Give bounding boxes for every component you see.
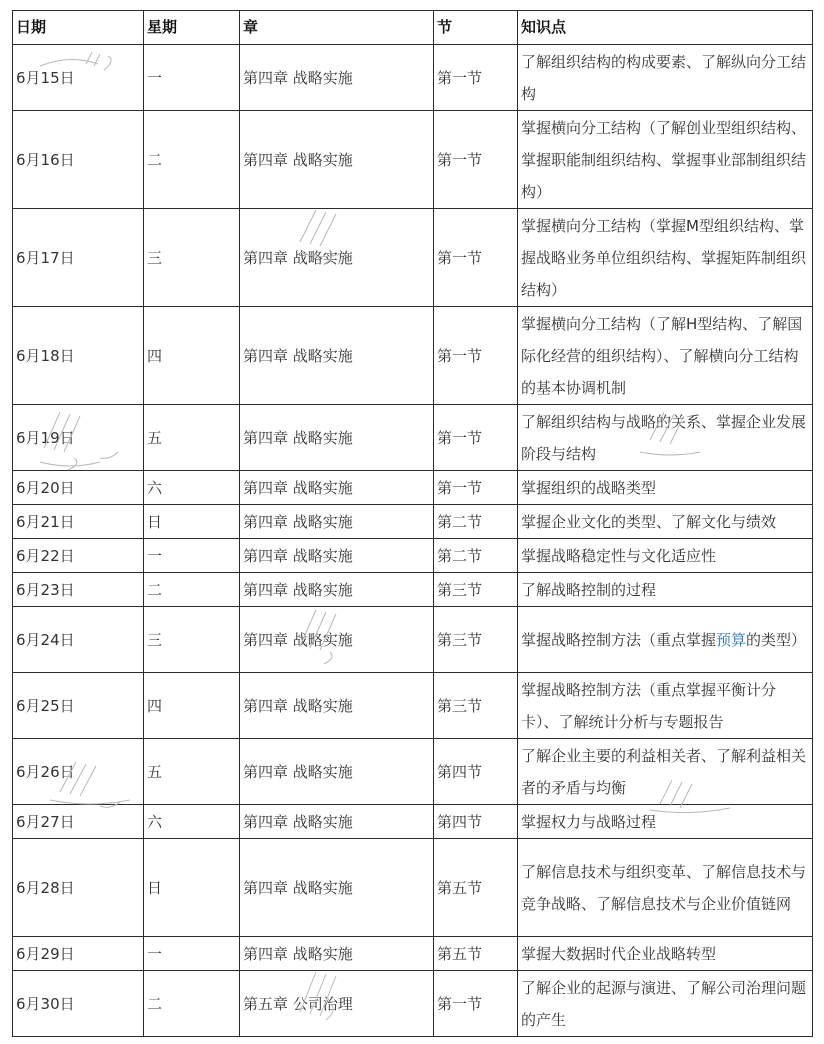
cell-section: 第五节 [434,839,518,937]
cell-date: 6月30日 [13,971,144,1037]
cell-weekday: 二 [144,573,240,607]
cell-section: 第二节 [434,539,518,573]
cell-date: 6月28日 [13,839,144,937]
cell-section: 第三节 [434,673,518,739]
table-row [13,505,813,539]
cell-knowledge-point [518,607,813,673]
cell-chapter: 第四章 战略实施 [240,673,434,739]
cell-date: 6月29日 [13,937,144,971]
study-schedule-table [12,10,813,1037]
point-text: 的类型） [746,630,807,649]
cell-date: 6月18日 [13,307,144,405]
cell-section: 第一节 [434,307,518,405]
cell-section: 第一节 [434,111,518,209]
cell-chapter: 第四章 战略实施 [240,805,434,839]
cell-weekday: 二 [144,971,240,1037]
cell-date: 6月16日 [13,111,144,209]
cell-date: 6月20日 [13,471,144,505]
cell-chapter: 第四章 战略实施 [240,307,434,405]
table-row [13,573,813,607]
cell-chapter: 第四章 战略实施 [240,839,434,937]
header-section: 节 [434,11,518,45]
cell-knowledge-point: 掌握企业文化的类型、了解文化与绩效 [518,505,813,539]
header-date: 日期 [13,11,144,45]
cell-section: 第一节 [434,471,518,505]
cell-weekday: 二 [144,111,240,209]
cell-date: 6月17日 [13,209,144,307]
table-row [13,539,813,573]
cell-weekday: 一 [144,937,240,971]
cell-section: 第五节 [434,937,518,971]
cell-chapter: 第四章 战略实施 [240,573,434,607]
cell-date: 6月19日 [13,405,144,471]
cell-chapter: 第四章 战略实施 [240,739,434,805]
cell-knowledge-point: 掌握横向分工结构（了解H型结构、了解国际化经营的组织结构）、了解横向分工结构的基本协调机制 [518,307,813,405]
cell-weekday: 四 [144,673,240,739]
cell-chapter: 第四章 战略实施 [240,45,434,111]
cell-chapter: 第四章 战略实施 [240,111,434,209]
cell-section: 第四节 [434,805,518,839]
cell-date: 6月15日 [13,45,144,111]
cell-weekday: 四 [144,307,240,405]
cell-knowledge-point: 掌握战略控制方法（重点掌握平衡计分卡）、了解统计分析与专题报告 [518,673,813,739]
point-text: 掌握战略控制方法（重点掌握 [521,630,717,649]
cell-knowledge-point: 了解组织结构的构成要素、了解纵向分工结构 [518,45,813,111]
cell-section: 第二节 [434,505,518,539]
cell-date: 6月25日 [13,673,144,739]
cell-chapter: 第四章 战略实施 [240,539,434,573]
cell-weekday: 五 [144,405,240,471]
cell-knowledge-point: 掌握战略稳定性与文化适应性 [518,539,813,573]
table-row [13,937,813,971]
table-row [13,405,813,471]
cell-section: 第一节 [434,405,518,471]
cell-weekday: 三 [144,209,240,307]
cell-chapter: 第四章 战略实施 [240,607,434,673]
table-row [13,971,813,1037]
cell-section: 第四节 [434,739,518,805]
budget-link[interactable]: 预算 [716,630,747,649]
cell-date: 6月24日 [13,607,144,673]
cell-chapter: 第四章 战略实施 [240,505,434,539]
cell-knowledge-point: 掌握组织的战略类型 [518,471,813,505]
cell-chapter: 第四章 战略实施 [240,209,434,307]
table-row [13,45,813,111]
cell-knowledge-point: 掌握横向分工结构（掌握M型组织结构、掌握战略业务单位组织结构、掌握矩阵制组织结构） [518,209,813,307]
cell-weekday: 一 [144,45,240,111]
table-row [13,805,813,839]
cell-knowledge-point: 了解企业的起源与演进、了解公司治理问题的产生 [518,971,813,1037]
header-weekday: 星期 [144,11,240,45]
table-row [13,673,813,739]
cell-date: 6月27日 [13,805,144,839]
cell-section: 第一节 [434,209,518,307]
cell-section: 第一节 [434,971,518,1037]
cell-weekday: 六 [144,805,240,839]
cell-chapter: 第四章 战略实施 [240,937,434,971]
cell-weekday: 日 [144,839,240,937]
table-row [13,739,813,805]
cell-chapter: 第四章 战略实施 [240,405,434,471]
table-row [13,307,813,405]
cell-date: 6月23日 [13,573,144,607]
header-knowledge-point: 知识点 [518,11,813,45]
header-chapter: 章 [240,11,434,45]
cell-knowledge-point: 了解战略控制的过程 [518,573,813,607]
cell-date: 6月26日 [13,739,144,805]
cell-date: 6月21日 [13,505,144,539]
table-row [13,839,813,937]
cell-knowledge-point: 掌握横向分工结构（了解创业型组织结构、掌握职能制组织结构、掌握事业部制组织结构） [518,111,813,209]
cell-section: 第一节 [434,45,518,111]
table-row [13,111,813,209]
cell-knowledge-point: 了解组织结构与战略的关系、掌握企业发展阶段与结构 [518,405,813,471]
cell-weekday: 一 [144,539,240,573]
cell-knowledge-point: 掌握权力与战略过程 [518,805,813,839]
cell-weekday: 日 [144,505,240,539]
cell-section: 第三节 [434,607,518,673]
cell-weekday: 五 [144,739,240,805]
cell-weekday: 六 [144,471,240,505]
table-row [13,209,813,307]
cell-chapter: 第四章 战略实施 [240,471,434,505]
cell-weekday: 三 [144,607,240,673]
table-row [13,607,813,673]
table-header-row [13,11,813,45]
cell-knowledge-point: 了解信息技术与组织变革、了解信息技术与竞争战略、了解信息技术与企业价值链网 [518,839,813,937]
cell-knowledge-point: 了解企业主要的利益相关者、了解利益相关者的矛盾与均衡 [518,739,813,805]
table-row [13,471,813,505]
cell-date: 6月22日 [13,539,144,573]
cell-chapter: 第五章 公司治理 [240,971,434,1037]
cell-knowledge-point: 掌握大数据时代企业战略转型 [518,937,813,971]
cell-section: 第三节 [434,573,518,607]
